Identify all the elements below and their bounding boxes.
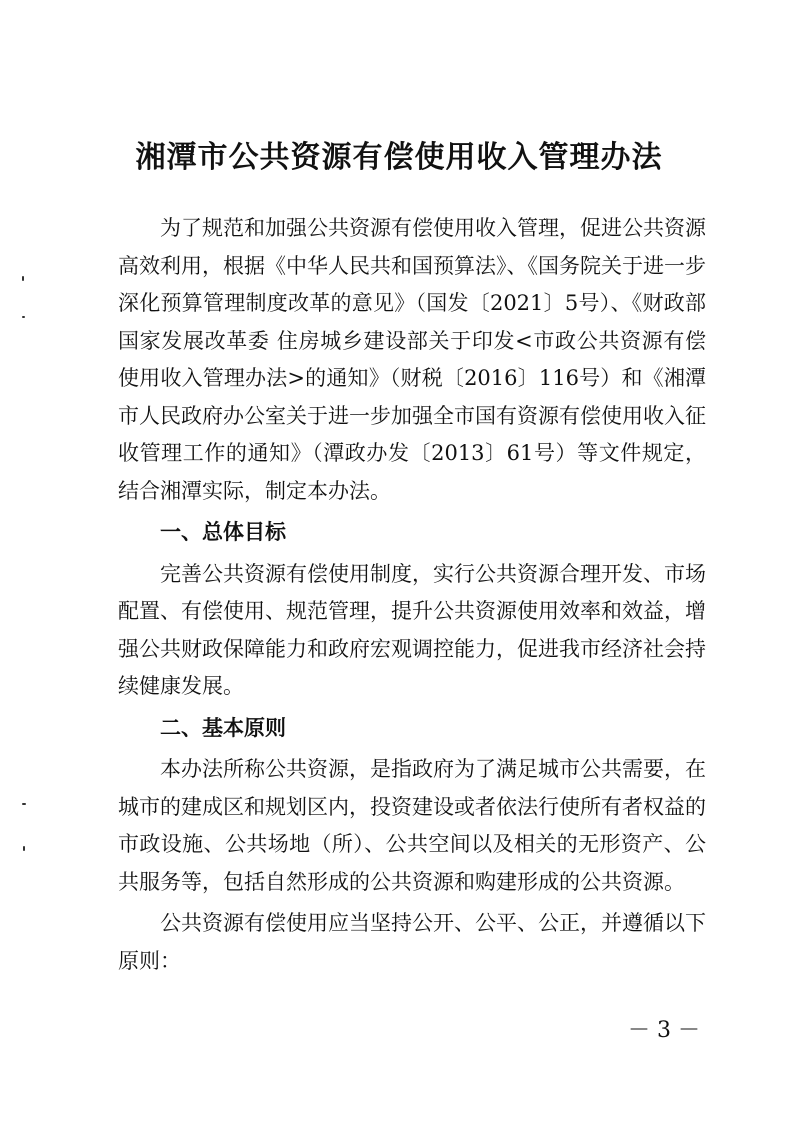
scan-speck (23, 846, 25, 851)
page-number: － 3 － (628, 1018, 700, 1043)
section-heading-goals: 一、总体目标 (160, 520, 286, 544)
intro-paragraph: 为了规范和加强公共资源有偿使用收入管理，促进公共资源高效利用，根据《中华人民共和国预算法》、《国务院关于进一步深化预算管理制度改革的意见》（国发〔2021〕5号）、《财政部 国家发展改革委 住房城乡建设部关于印发<市政公共资源有偿使用收入管理办法>的通知》（财税〔2016〕116号）和《湘潭市人民政府办公室关于进一步加强全市国有资源有偿使用收入征收管理工作的通知》（潭政办发〔2013〕61号）等文件规定，结合湘潭实际，制定本办法。 (118, 216, 706, 503)
scan-speck (22, 276, 24, 281)
principles-intro-paragraph: 公共资源有偿使用应当坚持公开、公平、公正，并遵循以下原则： (118, 911, 706, 973)
scan-speck (22, 316, 25, 318)
document-body (118, 210, 706, 980)
goals-paragraph: 完善公共资源有偿使用制度，实行公共资源合理开发、市场配置、有偿使用、规范管理，提升公共资源使用效率和效益，增强公共财政保障能力和政府宏观调控能力，促进我市经济社会持续健康发展。 (118, 561, 706, 698)
section-heading-principles: 二、基本原则 (160, 715, 286, 740)
scan-speck (22, 803, 26, 805)
document-title: 湘潭市公共资源有偿使用收入管理办法 (135, 140, 663, 175)
definition-paragraph: 本办法所称公共资源，是指政府为了满足城市公共需要，在城市的建成区和规划区内，投资建设或者依法行使所有者权益的市政设施、公共场地（所）、公共空间以及相关的无形资产、公共服务等，包括自然形成的公共资源和购建形成的公共资源。 (118, 757, 706, 894)
